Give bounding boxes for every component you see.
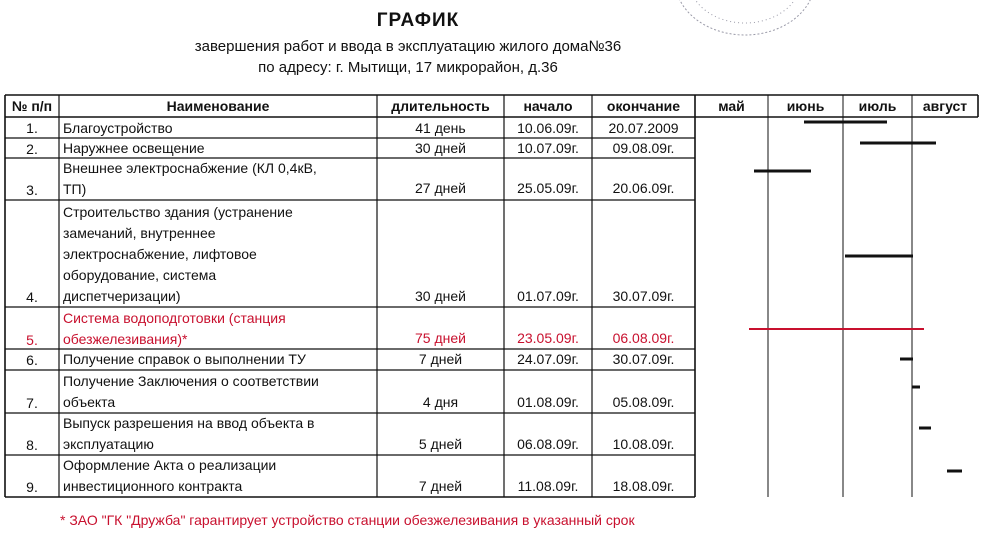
header-start: начало — [523, 98, 573, 114]
header-month-august: август — [922, 98, 968, 114]
row-8-duration: 5 дней — [418, 436, 463, 452]
header-duration: длительность — [391, 98, 490, 114]
row-9-name: Оформление Акта о реализации инвестиционного контракта — [63, 457, 277, 494]
footnote: * ЗАО "ГК "Дружба" гарантирует устройство станции обезжелезивания в указанный срок — [60, 512, 635, 528]
row-5-end: 06.08.09г. — [612, 330, 675, 346]
row-1-name: Благоустройство — [63, 120, 173, 136]
row-8-end: 10.08.09г. — [612, 436, 675, 452]
header-end: окончание — [606, 98, 681, 114]
row-1-start: 10.06.09г. — [517, 120, 579, 136]
row-9-duration: 7 дней — [418, 478, 463, 494]
row-1-num: 1. — [26, 120, 38, 136]
row-9-start: 11.08.09г. — [517, 478, 579, 494]
row-1-end: 20.07.2009 — [608, 120, 679, 136]
document-subtitle-line1: завершения работ и ввода в эксплуатацию жилого дома№36 — [194, 38, 622, 55]
row-6-start: 24.07.09г. — [517, 351, 579, 367]
row-3-end: 20.06.09г. — [612, 180, 675, 196]
row-7-duration: 4 дня — [422, 394, 459, 410]
row-4-end: 30.07.09г. — [612, 288, 675, 304]
row-3-start: 25.05.09г. — [517, 180, 579, 196]
row-4-duration: 30 дней — [415, 288, 466, 304]
header-month-july: июль — [858, 98, 897, 114]
row-4-start: 01.07.09г. — [517, 288, 579, 304]
row-9-end: 18.08.09г. — [612, 478, 675, 494]
row-5-num: 5. — [26, 332, 38, 348]
row-2-start: 10.07.09г. — [517, 140, 579, 156]
row-8-num: 8. — [26, 437, 38, 453]
row-2-num: 2. — [26, 141, 38, 157]
document-title: ГРАФИК — [376, 10, 460, 31]
row-6-num: 6. — [26, 352, 38, 368]
row-3-num: 3. — [26, 182, 38, 198]
row-7-end: 05.08.09г. — [612, 394, 675, 410]
row-7-start: 01.08.09г. — [517, 394, 579, 410]
row-6-duration: 7 дней — [418, 351, 463, 367]
header-month-may: май — [718, 98, 745, 114]
row-8-name: Выпуск разрешения на ввод объекта в эксплуатацию — [63, 415, 315, 452]
row-2-end: 09.08.09г. — [612, 140, 675, 156]
row-1-duration: 41 день — [415, 120, 466, 136]
row-4-name: Строительство здания (устранение замечаний, внутреннее электроснабжение, лифтовое оборудование, система диспетчеризации) — [63, 204, 293, 304]
row-3-name: Внешнее электроснабжение (КЛ 0,4кВ, ТП) — [63, 160, 317, 197]
row-9-num: 9. — [26, 479, 38, 495]
row-5-duration: 75 дней — [415, 330, 466, 346]
row-2-duration: 30 дней — [415, 140, 466, 156]
row-5-name: Система водоподготовки (станция обезжелезивания)* — [63, 310, 286, 347]
row-7-num: 7. — [26, 395, 38, 411]
header-num: № п/п — [11, 98, 53, 114]
row-6-end: 30.07.09г. — [612, 351, 675, 367]
row-4-num: 4. — [26, 289, 38, 305]
header-name: Наименование — [166, 98, 270, 114]
row-6-name: Получение справок о выполнении ТУ — [63, 351, 306, 367]
row-8-start: 06.08.09г. — [517, 436, 579, 452]
header-month-june: июнь — [786, 98, 825, 114]
row-7-name: Получение Заключения о соответствии объекта — [63, 373, 319, 410]
document-subtitle-line2: по адресу: г. Мытищи, 17 микрорайон, д.36 — [258, 59, 558, 76]
row-2-name: Наружнее освещение — [63, 140, 205, 156]
row-5-start: 23.05.09г. — [517, 330, 579, 346]
row-3-duration: 27 дней — [415, 180, 466, 196]
